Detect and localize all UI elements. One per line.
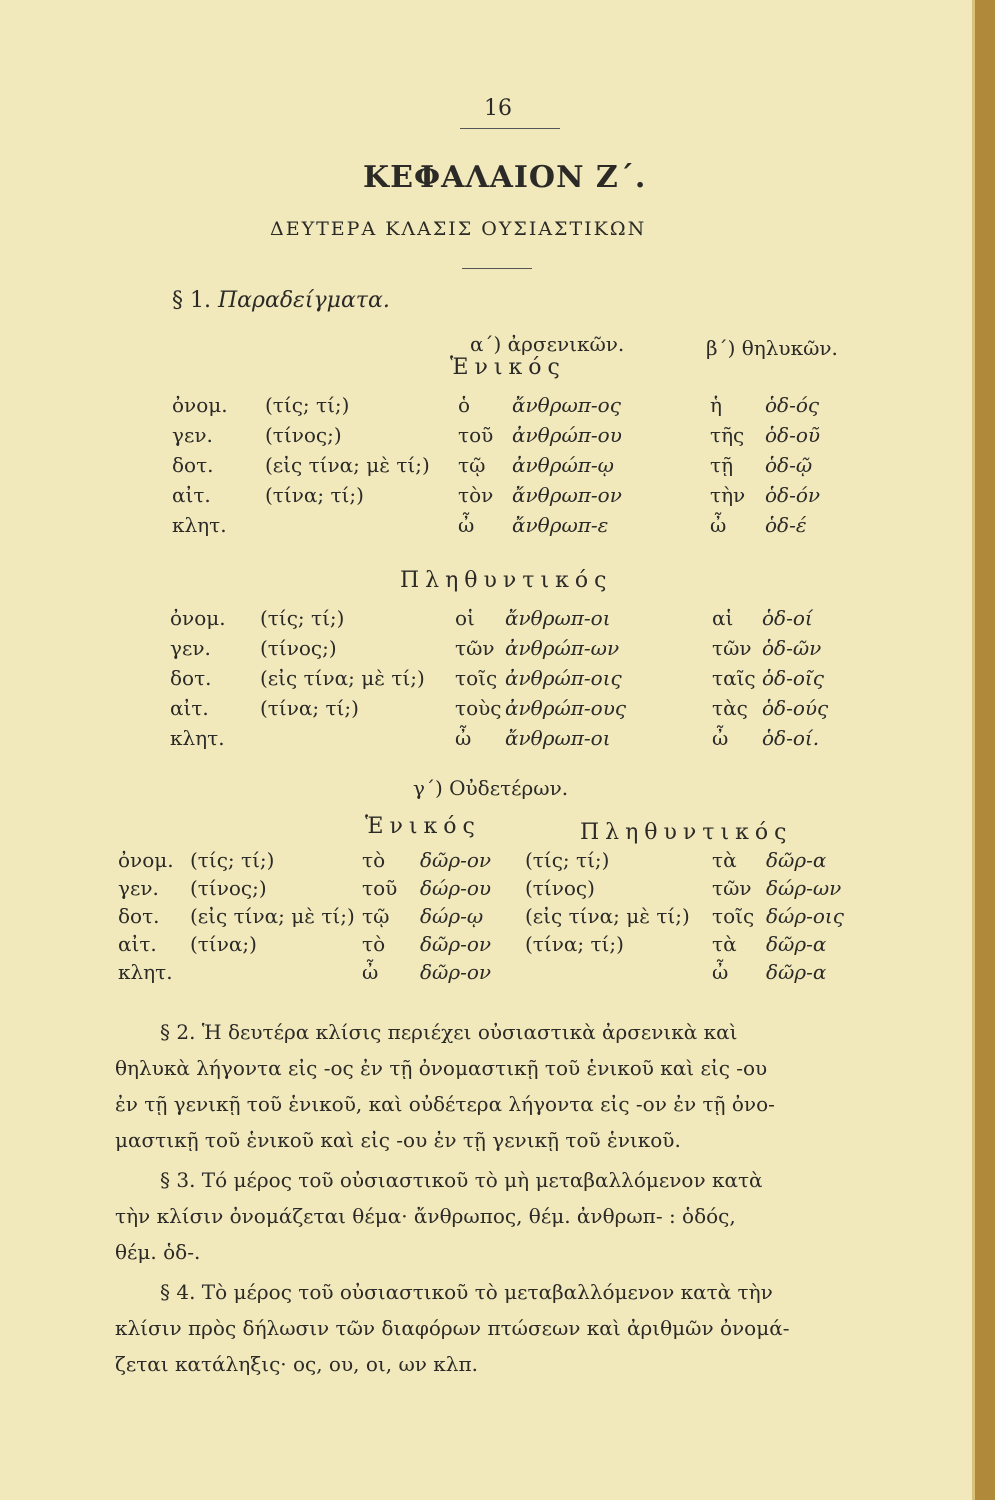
neuter-sg-article: τοῦ xyxy=(362,876,398,900)
case-question: (τίνος;) xyxy=(265,423,342,447)
masc-noun-form: ἀνθρώπ-ου xyxy=(512,423,622,447)
case-label: κλητ. xyxy=(172,513,227,537)
masc-noun-form: ἄνθρωπ-οι xyxy=(505,726,611,750)
masc-noun-form: ἀνθρώπ-οις xyxy=(505,666,622,690)
masc-article: οἱ xyxy=(455,606,475,630)
fem-noun-form: ὁδ-οῖς xyxy=(762,666,824,690)
paragraph-4-line: ζεται κατάληξις· ος, ου, οι, ων κλπ. xyxy=(115,1352,478,1376)
page-number: 16 xyxy=(484,96,512,121)
neuter-sg-noun-form: δῶρ-ον xyxy=(420,932,492,956)
fem-article: ταῖς xyxy=(712,666,756,690)
paragraph-2-line: ἐν τῇ γενικῇ τοῦ ἑνικοῦ, καὶ οὐδέτερα λήγοντα εἰς -ον ἐν τῇ ὀνο- xyxy=(115,1092,775,1116)
masc-article: τὸν xyxy=(458,483,494,507)
neuter-sg-article: τὸ xyxy=(362,848,386,872)
masc-article: τοὺς xyxy=(455,696,502,720)
case-label: γεν. xyxy=(172,423,213,447)
paragraph-3-line: θέμ. ὁδ-. xyxy=(115,1240,201,1264)
case-question: (εἰς τίνα; μὲ τί;) xyxy=(260,666,425,690)
section-1-title: Παραδείγματα. xyxy=(217,288,390,313)
masc-noun-form: ἀνθρώπ-ῳ xyxy=(512,453,614,477)
case-question: (τίνα;) xyxy=(190,932,257,956)
neuter-header: γ΄) Οὐδετέρων. xyxy=(413,776,569,800)
masc-noun-form: ἄνθρωπ-ος xyxy=(512,393,621,417)
case-label: ὀνομ. xyxy=(118,848,174,872)
neuter-sg-article: τὸ xyxy=(362,932,386,956)
section-1-heading xyxy=(172,288,390,313)
paragraph-3-line: § 3. Τό μέρος τοῦ οὐσιαστικοῦ τὸ μὴ μεταβαλλόμενον κατὰ xyxy=(160,1168,763,1192)
paragraph-2-line: μαστικῇ τοῦ ἑνικοῦ καὶ εἰς -ου ἐν τῇ γενικῇ τοῦ ἑνικοῦ. xyxy=(115,1128,681,1152)
neuter-pl-article: τὰ xyxy=(712,932,737,956)
fem-noun-form: ὁδ-ός xyxy=(765,393,820,417)
case-question-plural: (τίνος) xyxy=(525,876,595,900)
case-label: ὀνομ. xyxy=(170,606,226,630)
fem-noun-form: ὁδ-ῶν xyxy=(762,636,822,660)
neuter-singular-label: Ἑνικός xyxy=(365,814,481,839)
fem-noun-form: ὁδ-οί. xyxy=(762,726,820,750)
case-question: (εἰς τίνα; μὲ τί;) xyxy=(265,453,430,477)
fem-noun-form: ὁδ-οί xyxy=(762,606,813,630)
fem-article: αἱ xyxy=(712,606,734,630)
masc-noun-form: ἀνθρώπ-ους xyxy=(505,696,627,720)
masc-noun-form: ἀνθρώπ-ων xyxy=(505,636,620,660)
masc-article: τοῖς xyxy=(455,666,498,690)
paragraph-4-line: κλίσιν πρὸς δήλωσιν τῶν διαφόρων πτώσεων καὶ ἀριθμῶν ὀνομά- xyxy=(115,1316,790,1340)
fem-noun-form: ὁδ-ούς xyxy=(762,696,829,720)
case-label: αἰτ. xyxy=(118,932,157,956)
chapter-title: ΚΕΦΑΛΑΙΟΝ Ζ΄. xyxy=(363,160,647,195)
neuter-sg-noun-form: δῶρ-ον xyxy=(420,848,492,872)
case-question: (τίνα; τί;) xyxy=(265,483,364,507)
paragraph-4-line: § 4. Τὸ μέρος τοῦ οὐσιαστικοῦ τὸ μεταβαλλόμενον κατὰ τὴν xyxy=(160,1280,773,1304)
neuter-pl-article: τῶν xyxy=(712,876,752,900)
neuter-pl-noun-form: δώρ-ων xyxy=(766,876,842,900)
case-question-plural: (εἰς τίνα; μὲ τί;) xyxy=(525,904,690,928)
masc-article: τῶν xyxy=(455,636,495,660)
neuter-pl-noun-form: δῶρ-α xyxy=(766,848,827,872)
case-label: ὀνομ. xyxy=(172,393,228,417)
paragraph-2-line: θηλυκὰ λήγοντα εἰς -ος ἐν τῇ ὀνομαστικῇ τοῦ ἑνικοῦ καὶ εἰς -ου xyxy=(115,1056,768,1080)
chapter-subtitle: ΔΕΥΤΕΡΑ ΚΛΑΣΙΣ ΟΥΣΙΑΣΤΙΚΩΝ xyxy=(270,218,647,240)
neuter-pl-noun-form: δῶρ-α xyxy=(766,932,827,956)
fem-noun-form: ὁδ-οῦ xyxy=(765,423,821,447)
plural-label: Πληθυντικός xyxy=(400,568,613,593)
neuter-sg-article: ὦ xyxy=(362,960,379,984)
neuter-sg-noun-form: δῶρ-ον xyxy=(420,960,492,984)
case-question: (τίς; τί;) xyxy=(265,393,350,417)
case-label: κλητ. xyxy=(170,726,225,750)
case-label: δοτ. xyxy=(118,904,160,928)
masc-article: τοῦ xyxy=(458,423,494,447)
title-rule xyxy=(462,268,532,269)
masc-article: ὦ xyxy=(455,726,472,750)
neuter-sg-noun-form: δώρ-ῳ xyxy=(420,904,484,928)
case-question: (τίνα; τί;) xyxy=(260,696,359,720)
section-1-number: § 1. xyxy=(172,288,211,313)
paragraph-2-line: § 2. Ἡ δευτέρα κλίσις περιέχει οὐσιαστικὰ ἀρσενικὰ καὶ xyxy=(160,1020,738,1044)
neuter-sg-article: τῷ xyxy=(362,904,390,928)
case-label: δοτ. xyxy=(172,453,214,477)
fem-article: τῇ xyxy=(710,453,734,477)
case-label: γεν. xyxy=(170,636,211,660)
case-label: δοτ. xyxy=(170,666,212,690)
fem-noun-form: ὁδ-ῷ xyxy=(765,453,813,477)
feminine-header: β΄) θηλυκῶν. xyxy=(706,336,838,360)
fem-noun-form: ὁδ-όν xyxy=(765,483,821,507)
fem-article: ἡ xyxy=(710,393,722,417)
paragraph-3-line: τὴν κλίσιν ὀνομάζεται θέμα· ἄνθρωπος, θέμ. ἀνθρωπ- : ὁδός, xyxy=(115,1204,736,1228)
fem-article: τὴν xyxy=(710,483,746,507)
case-label: αἰτ. xyxy=(172,483,211,507)
page-number-rule xyxy=(460,128,560,129)
case-question: (τίς; τί;) xyxy=(190,848,275,872)
neuter-pl-noun-form: δῶρ-α xyxy=(766,960,827,984)
case-label: κλητ. xyxy=(118,960,173,984)
fem-noun-form: ὁδ-έ xyxy=(765,513,807,537)
fem-article: τῆς xyxy=(710,423,745,447)
case-label: αἰτ. xyxy=(170,696,209,720)
case-label: γεν. xyxy=(118,876,159,900)
masc-article: ὁ xyxy=(458,393,471,417)
masc-article: τῷ xyxy=(458,453,486,477)
case-question: (τίς; τί;) xyxy=(260,606,345,630)
case-question: (τίνος;) xyxy=(190,876,267,900)
case-question-plural: (τίνα; τί;) xyxy=(525,932,624,956)
neuter-pl-article: ὦ xyxy=(712,960,729,984)
case-question-plural: (τίς; τί;) xyxy=(525,848,610,872)
masc-noun-form: ἄνθρωπ-οι xyxy=(505,606,611,630)
neuter-sg-noun-form: δώρ-ου xyxy=(420,876,492,900)
case-question: (τίνος;) xyxy=(260,636,337,660)
neuter-plural-label: Πληθυντικός xyxy=(580,820,793,845)
singular-label: Ἑνικός xyxy=(450,355,566,380)
masculine-header: α΄) ἀρσενικῶν. xyxy=(470,332,625,356)
fem-article: ὦ xyxy=(712,726,729,750)
book-cover-edge xyxy=(975,0,995,1500)
masc-article: ὦ xyxy=(458,513,475,537)
masc-noun-form: ἄνθρωπ-ον xyxy=(512,483,622,507)
case-question: (εἰς τίνα; μὲ τί;) xyxy=(190,904,355,928)
fem-article: τὰς xyxy=(712,696,748,720)
fem-article: τῶν xyxy=(712,636,752,660)
neuter-pl-article: τὰ xyxy=(712,848,737,872)
neuter-pl-article: τοῖς xyxy=(712,904,755,928)
neuter-pl-noun-form: δώρ-οις xyxy=(766,904,844,928)
masc-noun-form: ἄνθρωπ-ε xyxy=(512,513,609,537)
fem-article: ὦ xyxy=(710,513,727,537)
